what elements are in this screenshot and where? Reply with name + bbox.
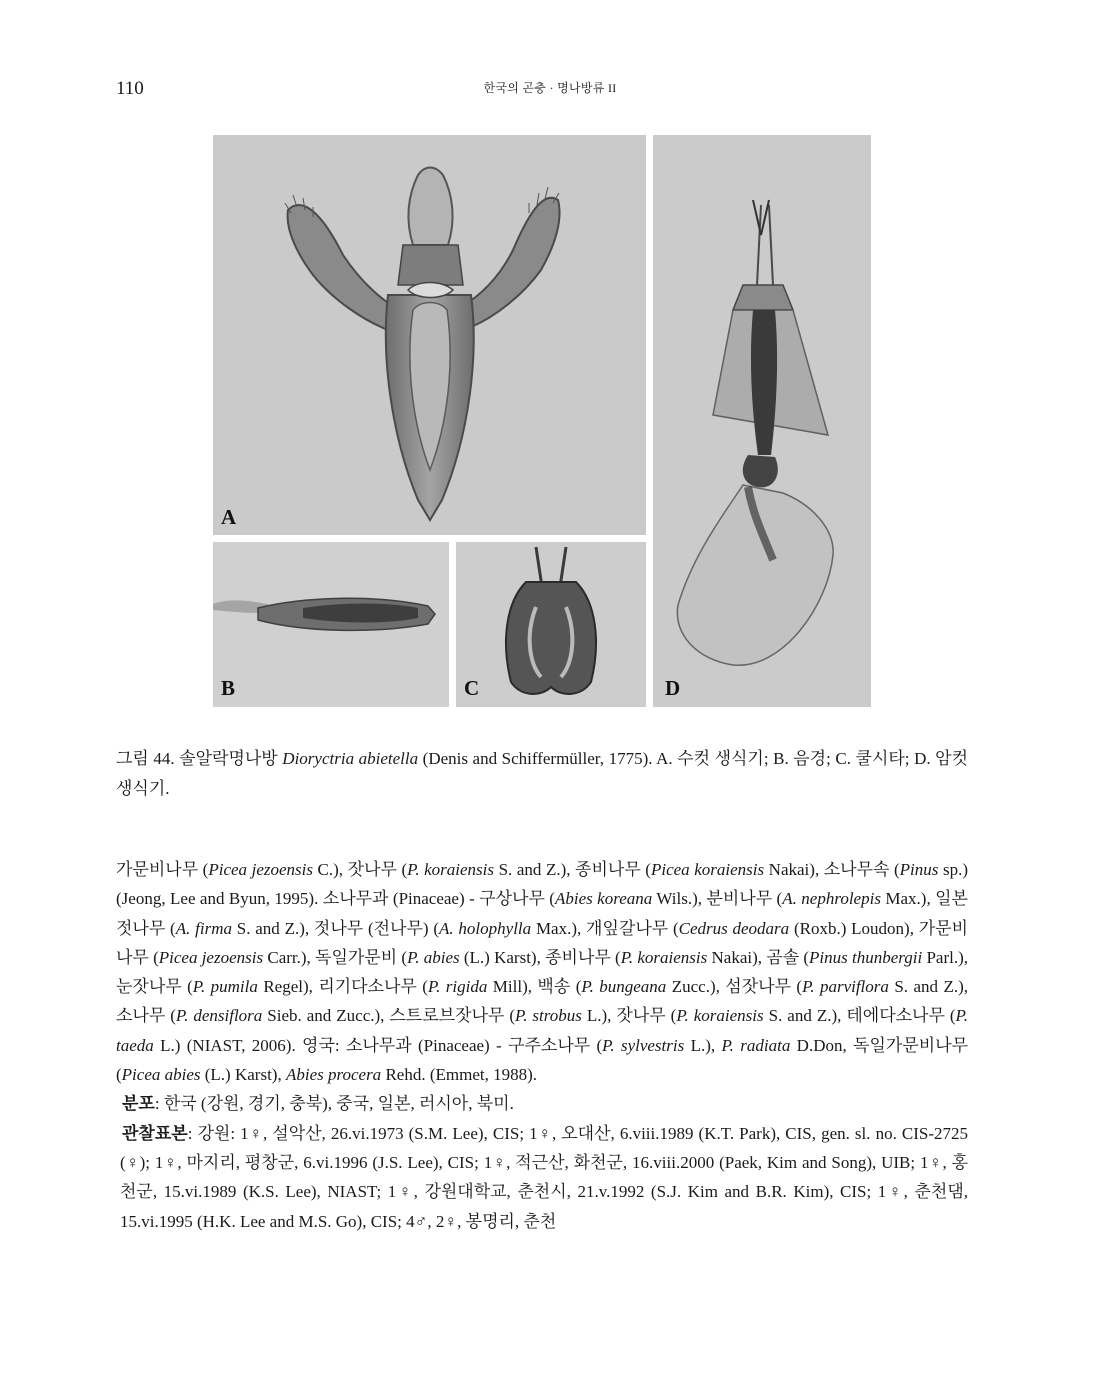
host-text: S. and Z.), 젓나무 (전나무) (	[231, 918, 440, 938]
host-plants-paragraph	[116, 855, 968, 1089]
body-text	[116, 855, 968, 1236]
scientific-name: P. pumila	[192, 977, 258, 997]
caption-prefix: 그림 44. 솔알락명나방	[116, 749, 283, 768]
page-number: 110	[116, 78, 144, 99]
scientific-name: P. densiflora	[175, 1006, 263, 1026]
host-text: Max.), 일본젓나무 (	[116, 889, 968, 938]
panel-letter-d: D	[665, 676, 681, 700]
host-text: Nakai), 곰솔 (	[707, 947, 810, 967]
host-text: Rehd. (Emmet, 1988).	[381, 1065, 537, 1085]
scientific-name: P. parviflora	[802, 977, 889, 997]
host-text: D.Don, 독일가문비나무 (	[116, 1035, 969, 1085]
host-text: (Roxb.) Loudon), 가문비나무 (	[116, 918, 968, 967]
scientific-name: P. abies	[407, 947, 460, 967]
scientific-name: Pinus	[899, 860, 939, 879]
host-text: S. and Z.), 테에다소나무 (	[763, 1006, 956, 1026]
host-text: C.), 잣나무 (	[313, 860, 408, 879]
scientific-name: Picea abies	[121, 1065, 201, 1085]
aedeagus-image	[213, 542, 449, 707]
host-text: Parl.), 눈잣나무 (	[116, 947, 969, 997]
scientific-name: A. holophylla	[439, 918, 532, 938]
caption-rest: (Denis and Schiffermüller, 1775). A. 수컷 생식기; B. 음경; C. 쿨시타; D. 암컷 생식기.	[116, 749, 968, 798]
specimens-text: : 강원: 1♀, 설악산, 26.vi.1973 (S.M. Lee), CIS; 1♀, 오대산, 6.viii.1989 (K.T. Park), CIS, gen. sl. no. CIS-2725 (♀); 1♀, 마지리, 평창군, 6.vi.1996 (J.S. Lee), CIS; 1♀, 적근산, 화천군, 16.viii.2000 (Paek, Kim and Song), UIB; 1♀, 홍천군, 15.vi.1989 (K.S. Lee), NIAST; 1♀, 강원대학교, 춘천시, 21.v.1992 (S.J. Kim and B.R. Kim), CIS; 1♀, 춘천댐, 15.vi.1995 (H.K. Lee and M.S. Go), CIS; 4♂, 2♀, 봉명리, 춘천	[120, 1123, 968, 1231]
culcita-image	[456, 542, 646, 707]
male-genitalia-image	[213, 135, 646, 535]
scientific-name: P. bungeana	[581, 977, 667, 997]
scientific-name: Cedrus deodara	[678, 918, 790, 938]
scientific-name: P. koraiensis	[407, 860, 495, 879]
figure-panel-b	[213, 542, 449, 707]
scientific-name: P. taeda	[116, 1006, 968, 1055]
figure-panel-c	[456, 542, 646, 707]
host-text: L.), 잣나무 (	[581, 1006, 677, 1026]
host-text: S. and Z.), 종비나무 (	[494, 860, 651, 879]
host-text: L.),	[684, 1035, 722, 1055]
scientific-name: P. strobus	[515, 1006, 582, 1026]
host-text: Sieb. and Zucc.), 스트로브잣나무 (	[262, 1006, 515, 1026]
scientific-name: A. nephrolepis	[782, 889, 881, 909]
host-text: Wils.), 분비나무 (	[652, 889, 783, 909]
scientific-name: Pinus thunbergii	[809, 947, 923, 967]
host-text: Nakai), 소나무속 (	[764, 860, 900, 879]
host-text: S. and Z.), 소나무 (	[116, 977, 968, 1026]
scientific-name: Abies procera	[285, 1065, 382, 1085]
scientific-name: Picea koraiensis	[650, 860, 765, 879]
distribution-text: : 한국 (강원, 경기, 충북), 중국, 일본, 러시아, 북미.	[154, 1094, 514, 1114]
scientific-name: P. koraiensis	[676, 1006, 764, 1026]
panel-letter-b: B	[221, 676, 236, 700]
host-text: Zucc.), 섬잣나무 (	[666, 977, 803, 997]
panel-letter-c: C	[464, 676, 480, 700]
distribution-paragraph	[116, 1089, 968, 1118]
host-text: L.) (NIAST, 2006). 영국: 소나무과 (Pinaceae) - 구주소나무 (	[153, 1035, 603, 1055]
scientific-name: A. firma	[175, 918, 232, 938]
specimens-paragraph	[116, 1119, 968, 1236]
scientific-name: Picea jezoensis	[208, 860, 313, 879]
host-text: (L.) Karst), 종비나무 (	[459, 947, 621, 967]
figure-panel-a	[213, 135, 646, 535]
host-text: Regel), 리기다소나무 (	[257, 977, 428, 997]
host-text: (L.) Karst),	[200, 1065, 286, 1085]
figure-caption	[116, 744, 968, 804]
scientific-name: P. koraiensis	[620, 947, 708, 967]
scientific-name: P. rigida	[427, 977, 488, 997]
scientific-name: P. radiata	[721, 1035, 791, 1055]
running-head: 한국의 곤충 · 명나방류 II	[483, 81, 617, 95]
specimens-label: 관찰표본	[122, 1123, 188, 1143]
female-genitalia-image	[653, 135, 871, 707]
host-text: 가문비나무 (	[116, 860, 209, 879]
distribution-label: 분포	[122, 1094, 155, 1114]
scientific-name: Abies koreana	[554, 889, 653, 909]
host-text: sp.) (Jeong, Lee and Byun, 1995). 소나무과 (Pinaceae) - 구상나무 (	[116, 860, 968, 909]
host-text: Mill), 백송 (	[487, 977, 582, 997]
host-text: Carr.), 독일가문비 (	[263, 947, 408, 967]
scientific-name: P. sylvestris	[602, 1035, 685, 1055]
scientific-name: Picea jezoensis	[158, 947, 264, 967]
figure-panel-d	[653, 135, 871, 707]
caption-species: Dioryctria abietella	[282, 749, 419, 768]
panel-letter-a: A	[221, 505, 237, 529]
host-text: Max.), 개잎갈나무 (	[531, 918, 679, 938]
